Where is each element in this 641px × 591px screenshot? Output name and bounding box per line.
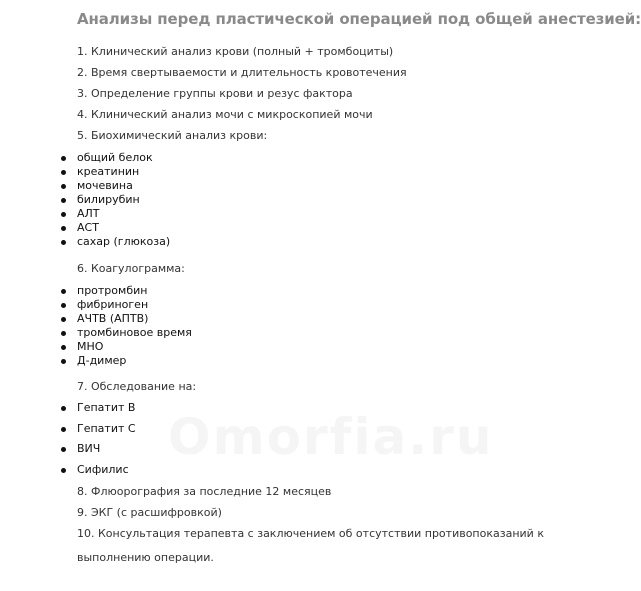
list-item: креатинин [60, 165, 170, 179]
list-item: протромбин [60, 284, 192, 298]
list-item: АЛТ [60, 207, 170, 221]
list-item: мочевина [60, 179, 170, 193]
watermark: Omorfia.ru [168, 408, 494, 466]
list-item: тромбиновое время [60, 326, 192, 340]
item-7: 7. Обследование на: [77, 380, 197, 393]
list-item: ВИЧ [60, 442, 136, 463]
item-5: 5. Биохимический анализ крови: [77, 129, 268, 142]
list-item: билирубин [60, 193, 170, 207]
list-item: Гепатит В [60, 401, 136, 422]
list-item: АЧТВ (АПТВ) [60, 312, 192, 326]
item-6: 6. Коагулограмма: [77, 262, 185, 275]
page-title: Анализы перед пластической операцией под общей анестезией: [77, 10, 641, 28]
screening-list [60, 401, 136, 483]
list-item: Сифилис [60, 463, 136, 484]
item-4: 4. Клинический анализ мочи с микроскопией мочи [77, 108, 373, 121]
biochem-list [60, 151, 170, 249]
list-item: МНО [60, 340, 192, 354]
item-3: 3. Определение группы крови и резус фактора [77, 87, 353, 100]
item-1: 1. Клинический анализ крови (полный + тромбоциты) [77, 45, 394, 58]
list-item: Гепатит С [60, 422, 136, 443]
list-item: общий белок [60, 151, 170, 165]
list-item: Д-димер [60, 354, 192, 368]
list-item: сахар (глюкоза) [60, 235, 170, 249]
list-item: АСТ [60, 221, 170, 235]
item-8: 8. Флюорография за последние 12 месяцев [77, 485, 332, 498]
item-10: 10. Консультация терапевта с заключением об отсутствии противопоказаний к выполнению операции. [77, 527, 544, 564]
item-9: 9. ЭКГ (с расшифровкой) [77, 506, 222, 519]
item-2: 2. Время свертываемости и длительность кровотечения [77, 66, 407, 79]
list-item: фибриноген [60, 298, 192, 312]
coagulogram-list [60, 284, 192, 368]
